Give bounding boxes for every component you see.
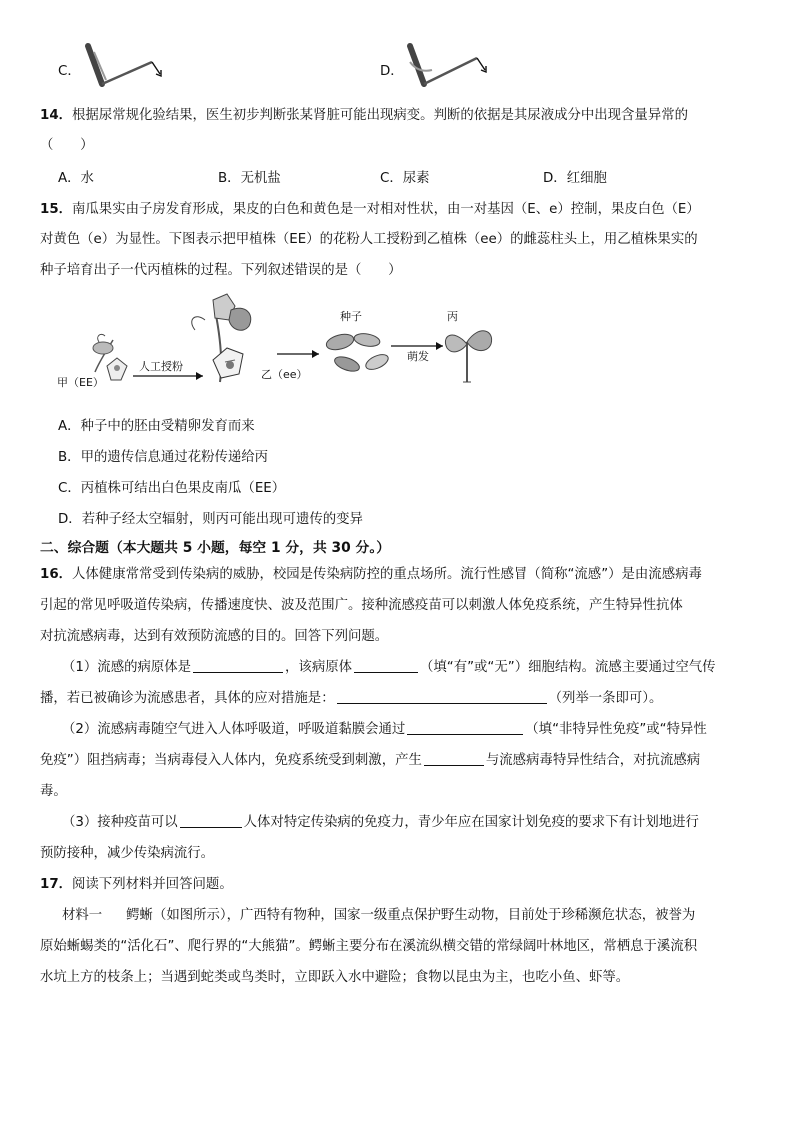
label-yi: 乙（ee） xyxy=(261,368,308,381)
q16-p2-c: 免疫”）阻挡病毒；当病毒侵入人体内，免疫系统受到刺激，产生 xyxy=(40,753,422,768)
label-jia: 甲（EE） xyxy=(57,376,104,389)
q13-option-c-figure xyxy=(82,40,172,90)
q16-part2-line1 xyxy=(62,720,707,740)
q17-material1-text-1: 鳄蜥（如图所示），广西特有物种，国家一级重点保护野生动物，目前处于珍稀濒危状态，被誉为 xyxy=(126,908,696,923)
seeds-illustration xyxy=(325,332,391,374)
label-seed: 种子 xyxy=(340,310,362,323)
q17-material1-line2: 原始蜥蜴类的“活化石”、爬行界的“大熊猫”。鳄蜥主要分布在溪流纵横交错的常绿阔叶林地区，常栖息于溪流积 xyxy=(40,939,698,954)
answer-blank-measures[interactable] xyxy=(337,689,547,704)
q17-material1-line1 xyxy=(62,906,695,926)
q14-option-c: C．尿素 xyxy=(380,171,430,186)
q14-paren: （ ） xyxy=(40,138,94,153)
q14-number: 14． xyxy=(40,108,73,123)
q14-option-d: D．红细胞 xyxy=(543,171,607,186)
answer-blank-vaccine-effect[interactable] xyxy=(180,813,242,828)
q16-p1-d: 播，若已被确诊为流感患者，具体的应对措施是： xyxy=(40,691,335,706)
q16-number: 16． xyxy=(40,567,73,582)
label-germinate: 萌发 xyxy=(407,350,429,363)
answer-blank-pathogen[interactable] xyxy=(193,658,283,673)
q16-p2-d: 与流感病毒特异性结合，对抗流感病 xyxy=(485,753,701,768)
q17-stem-text: 阅读下列材料并回答问题。 xyxy=(72,877,233,892)
q15-stem-text-1: 南瓜果实由子房发育形成，果皮的白色和黄色是一对相对性状，由一对基因（E、e）控制，果皮白色（E） xyxy=(72,202,700,217)
q16-p3-b: 人体对特定传染病的免疫力，青少年应在国家计划免疫的要求下有计划地进行 xyxy=(243,815,699,830)
answer-blank-immunity-type[interactable] xyxy=(407,720,523,735)
q14-option-b: B．无机盐 xyxy=(218,171,281,186)
q16-p1-b: ，该病原体 xyxy=(285,660,352,675)
q13-option-d-label: D． xyxy=(380,64,404,79)
q16-intro-line2: 引起的常见呼吸道传染病，传播速度快、波及范围广。接种流感疫苗可以刺激人体免疫系统，产生特异性抗体 xyxy=(40,598,683,613)
q16-part3-line2: 预防接种，减少传染病流行。 xyxy=(40,846,215,861)
q15-option-b: B．甲的遗传信息通过花粉传递给丙 xyxy=(58,450,269,465)
plant-yi-illustration xyxy=(192,294,251,382)
q16-part1-line1 xyxy=(62,658,716,678)
plant-jia-illustration xyxy=(93,334,127,380)
q16-part2-line2 xyxy=(40,751,700,771)
q16-intro-line3: 对抗流感病毒，达到有效预防流感的目的。回答下列问题。 xyxy=(40,629,389,644)
plant-bing-illustration xyxy=(445,331,491,382)
arm-joint-d xyxy=(410,46,486,84)
answer-blank-cell-structure[interactable] xyxy=(354,658,418,673)
q17-material1-line3: 水坑上方的枝条上；当遇到蛇类或鸟类时，立即跃入水中避险；食物以昆虫为主，也吃小鱼、虾等。 xyxy=(40,970,630,985)
q13-option-d-figure xyxy=(402,40,497,90)
q16-p1-a: （1）流感的病原体是 xyxy=(62,660,192,675)
q15-figure xyxy=(55,290,515,400)
label-pollination: 人工授粉 xyxy=(139,360,183,373)
q15-option-c: C．丙植株可结出白色果皮南瓜（EE） xyxy=(58,481,286,496)
q16-p1-c: （填“有”或“无”）细胞结构。流感主要通过空气传 xyxy=(420,660,716,675)
arm-joint-c xyxy=(88,46,161,84)
q17-number: 17． xyxy=(40,877,73,892)
label-bing: 丙 xyxy=(447,310,458,323)
q16-p2-b: （填“非特异性免疫”或“特异性 xyxy=(525,722,707,737)
q14-option-a: A．水 xyxy=(58,171,94,186)
q16-part2-line3: 毒。 xyxy=(40,784,67,799)
q16-intro-line1 xyxy=(40,565,702,585)
q14-stem-text: 根据尿常规化验结果，医生初步判断张某肾脏可能出现病变。判断的依据是其尿液成分中出现含量异常的 xyxy=(72,108,688,123)
q15-stem-line2: 对黄色（e）为显性。下图表示把甲植株（EE）的花粉人工授粉到乙植株（ee）的雌蕊柱头上，用乙植株果实的 xyxy=(40,232,698,247)
q17-stem xyxy=(40,875,233,895)
q15-stem-line1 xyxy=(40,200,700,220)
q16-part1-line2 xyxy=(40,689,662,709)
q15-option-a: A．种子中的胚由受精卵发育而来 xyxy=(58,419,255,434)
q16-intro-text-1: 人体健康常常受到传染病的威胁，校园是传染病防控的重点场所。流行性感冒（简称“流感”）是由流感病毒 xyxy=(72,567,702,582)
q16-p2-a: （2）流感病毒随空气进入人体呼吸道，呼吸道黏膜会通过 xyxy=(62,722,406,737)
q16-p1-e: （列举一条即可）。 xyxy=(548,691,663,706)
q17-material1-label: 材料一 xyxy=(62,908,103,923)
q16-part3-line1 xyxy=(62,813,699,833)
q14-stem xyxy=(40,106,688,126)
q16-p3-a: （3）接种疫苗可以 xyxy=(62,815,178,830)
section2-heading: 二、综合题（本大题共 5 小题，每空 1 分，共 30 分。） xyxy=(40,540,391,556)
answer-blank-antibody[interactable] xyxy=(424,751,484,766)
q15-number: 15． xyxy=(40,202,73,217)
q15-option-d: D．若种子经太空辐射，则丙可能出现可遗传的变异 xyxy=(58,512,363,527)
q13-option-c-label: C． xyxy=(58,64,81,79)
q15-stem-line3: 种子培育出子一代丙植株的过程。下列叙述错误的是（ ） xyxy=(40,263,402,278)
